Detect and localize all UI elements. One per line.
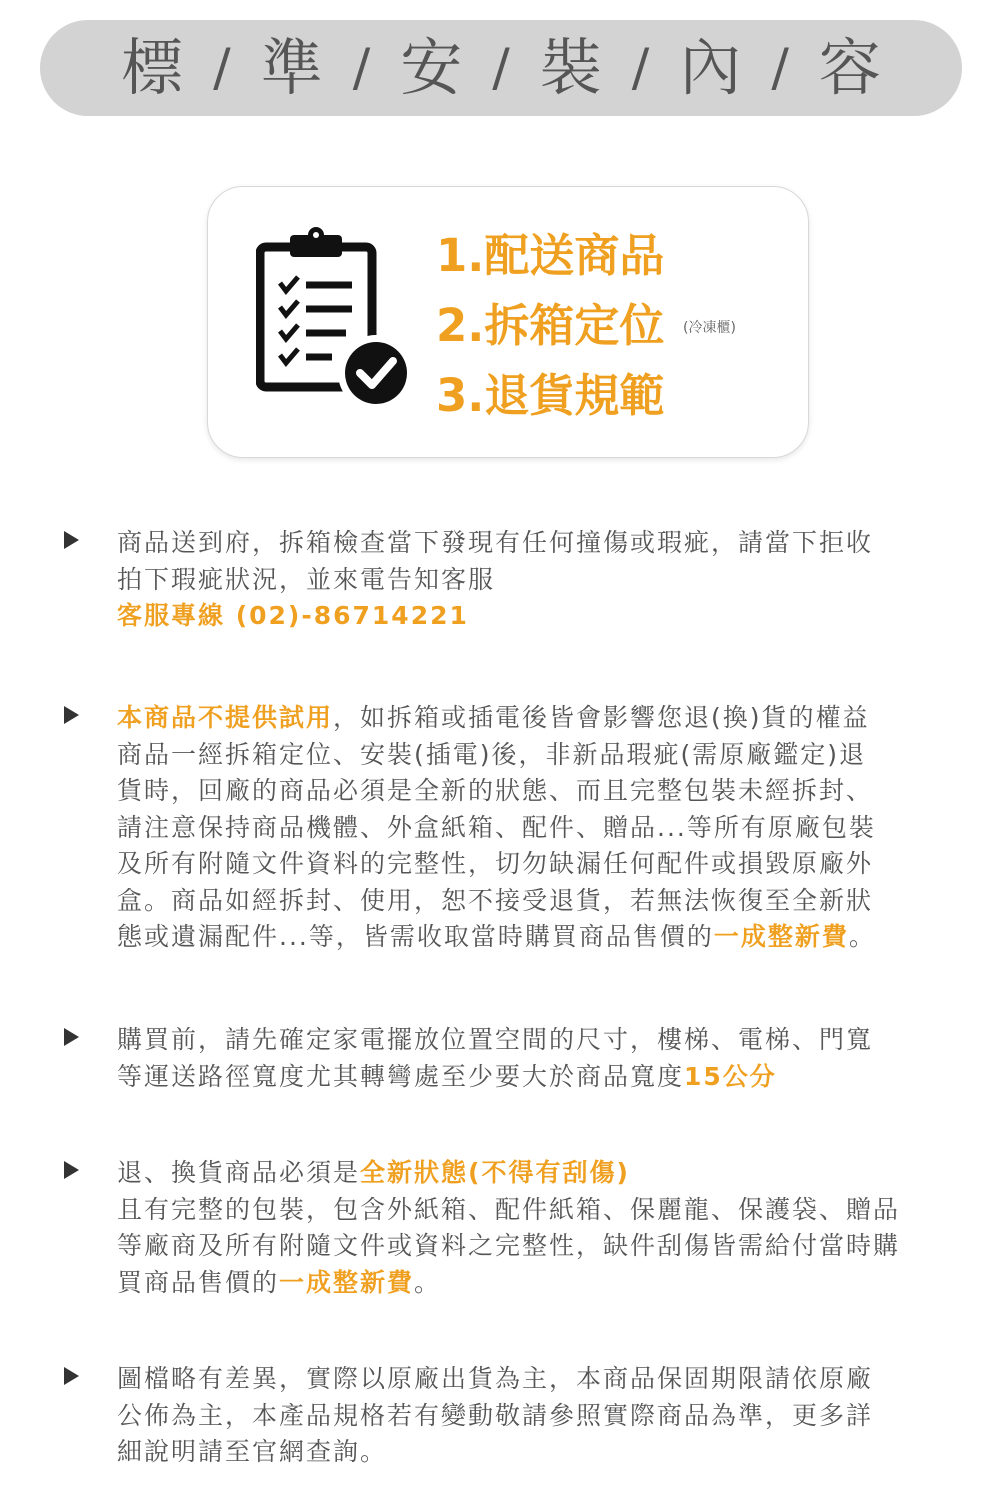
- text-line: [117, 700, 960, 737]
- steps-list: [436, 221, 664, 431]
- step2-note: (冷凍櫃): [683, 320, 736, 336]
- text-line: 及所有附隨文件資料的完整性，切勿缺漏任何配件或損毀原廠外: [117, 849, 874, 878]
- text-line: 細說明請至官網查詢。: [117, 1437, 388, 1466]
- text-segment: 態或遺漏配件...等，皆需收取當時購買商品售價的: [117, 922, 714, 951]
- page-title: [121, 31, 881, 104]
- text-segment: 。: [414, 1267, 442, 1297]
- title-char: 準: [260, 31, 323, 104]
- title-banner: [40, 20, 962, 116]
- text-segment: 。: [848, 922, 876, 951]
- highlight-new-condition: 全新狀態(不得有刮傷): [360, 1158, 630, 1187]
- installation-steps-card: [207, 186, 809, 458]
- bullet-arrow-icon: [64, 1161, 79, 1179]
- title-char: 容: [818, 31, 881, 104]
- text-line: [117, 1265, 960, 1302]
- notice-text: [117, 525, 960, 635]
- text-line: [117, 1155, 960, 1192]
- highlight-no-trial: 本商品不提供試用: [117, 703, 334, 732]
- step-delivery: 1.配送商品: [436, 229, 665, 282]
- title-separator: /: [352, 38, 371, 98]
- title-separator: /: [492, 38, 510, 98]
- bullet-arrow-icon: [64, 1028, 79, 1046]
- text-segment: 退、換貨商品必須是: [117, 1158, 361, 1187]
- text-segment: ，如拆箱或插電後皆會影響您退(換)貨的權益: [333, 703, 870, 732]
- highlight-refurb-fee: 一成整新費: [279, 1267, 415, 1297]
- text-line: 等廠商及所有附隨文件或資料之完整性，缺件刮傷皆需給付當時購: [117, 1231, 901, 1260]
- text-line: 盒。商品如經拆封、使用，恕不接受退貨，若無法恢復至全新狀: [117, 885, 874, 915]
- step-return-policy: 3.退貨規範: [436, 369, 665, 422]
- title-char: 裝: [539, 31, 602, 104]
- text-line: 貨時，回廠的商品必須是全新的狀態、而且完整包裝未經拆封、: [117, 776, 874, 805]
- text-line: 商品送到府，拆箱檢查當下發現有任何撞傷或瑕疵，請當下拒收: [117, 528, 874, 557]
- text-line: 商品一經拆箱定位、安裝(插電)後，非新品瑕疵(需原廠鑑定)退: [117, 739, 867, 769]
- title-separator: /: [213, 38, 231, 98]
- notice-text: [117, 1155, 960, 1301]
- text-line: 請注意保持商品機體、外盒紙箱、配件、贈品...等所有原廠包裝: [117, 812, 876, 842]
- text-line: 且有完整的包裝，包含外紙箱、配件紙箱、保麗龍、保護袋、贈品: [117, 1194, 901, 1224]
- title-char: 安: [400, 31, 463, 104]
- text-line: 圖檔略有差異，實際以原廠出貨為主，本商品保固期限請依原廠: [117, 1364, 874, 1393]
- text-line: 公佈為主，本產品規格若有變動敬請參照實際商品為準，更多詳: [117, 1400, 874, 1430]
- highlight-width: 15公分: [684, 1061, 777, 1091]
- title-char: 標: [121, 31, 184, 104]
- text-segment: 買商品售價的: [117, 1267, 280, 1297]
- title-separator: /: [631, 38, 650, 98]
- title-char: 內: [679, 31, 742, 104]
- customer-service-hotline: 客服專線 (02)-86714221: [117, 601, 469, 630]
- bullet-arrow-icon: [64, 1367, 79, 1385]
- bullet-arrow-icon: [64, 706, 79, 724]
- bullet-arrow-icon: [64, 531, 79, 549]
- text-line: [117, 1059, 960, 1096]
- text-line: 購買前，請先確定家電擺放位置空間的尺寸，樓梯、電梯、門寬: [117, 1025, 874, 1054]
- text-line: 拍下瑕疵狀況，並來電告知客服: [117, 564, 496, 594]
- title-separator: /: [771, 38, 789, 98]
- text-segment: 等運送路徑寬度尤其轉彎處至少要大於商品寬度: [117, 1061, 685, 1091]
- notice-text: [117, 1022, 960, 1095]
- notice-text: [117, 700, 960, 956]
- highlight-refurb-fee: 一成整新費: [713, 922, 849, 951]
- step-unboxing: 2.拆箱定位: [436, 299, 665, 352]
- text-line: [117, 919, 960, 956]
- clipboard-checklist-icon: [256, 225, 416, 415]
- notice-text: [117, 1361, 960, 1471]
